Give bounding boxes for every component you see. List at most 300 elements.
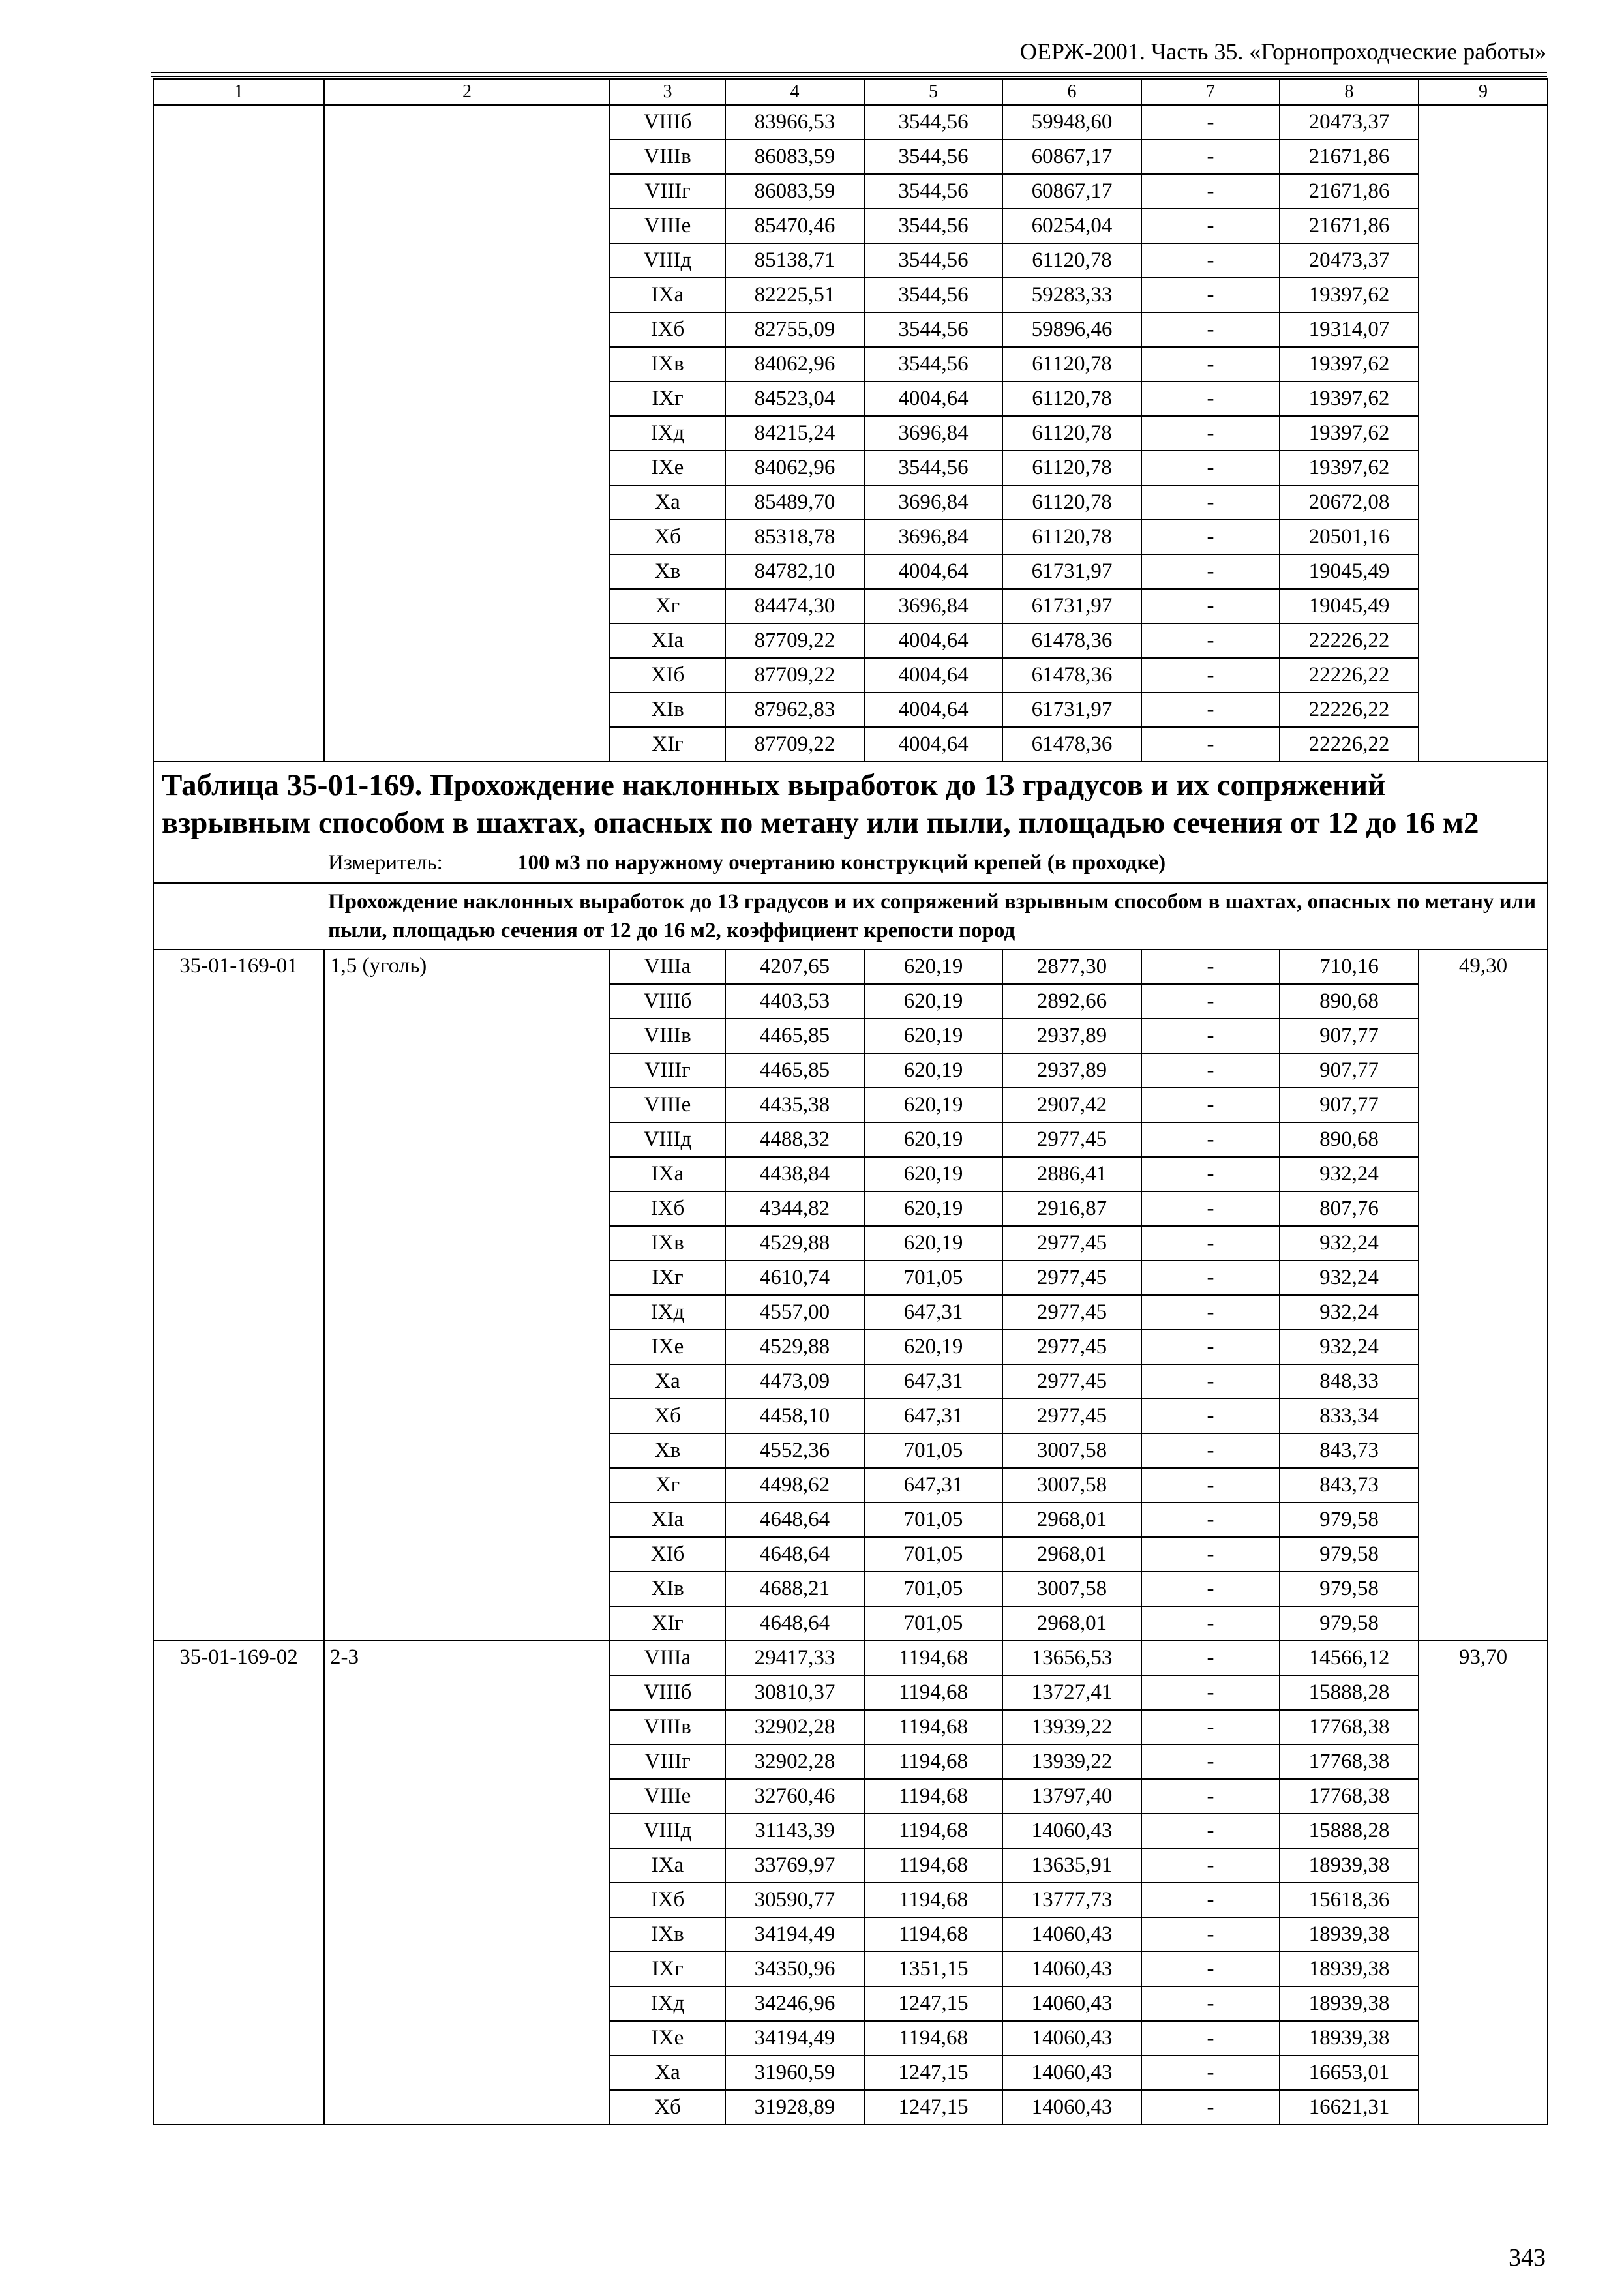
- unaccounted-materials: 848,33: [1280, 1364, 1419, 1399]
- total-cost: 4648,64: [725, 1503, 864, 1537]
- wages: 1194,68: [864, 2021, 1002, 2056]
- running-header: ОЕРЖ-2001. Часть 35. «Горнопроходческие работы»: [1019, 38, 1546, 65]
- unaccounted-materials: 843,73: [1280, 1468, 1419, 1503]
- materials: -: [1141, 174, 1280, 209]
- machine-operation: 3007,58: [1002, 1433, 1141, 1468]
- machine-operation: 60867,17: [1002, 140, 1141, 174]
- machine-operation: 13635,91: [1002, 1848, 1141, 1883]
- wages: 4004,64: [864, 382, 1002, 416]
- total-cost: 4473,09: [725, 1364, 864, 1399]
- total-cost: 4552,36: [725, 1433, 864, 1468]
- rock-category: Xа: [610, 1364, 725, 1399]
- total-cost: 4688,21: [725, 1572, 864, 1606]
- materials: -: [1141, 1883, 1280, 1917]
- machine-operation: 60867,17: [1002, 174, 1141, 209]
- total-cost: 30590,77: [725, 1883, 864, 1917]
- materials: -: [1141, 382, 1280, 416]
- total-cost: 82755,09: [725, 312, 864, 347]
- rock-category: VIIIд: [610, 1814, 725, 1848]
- wages: 1194,68: [864, 1779, 1002, 1814]
- total-cost: 4529,88: [725, 1226, 864, 1261]
- materials: -: [1141, 451, 1280, 485]
- wages: 1247,15: [864, 2090, 1002, 2125]
- table-body: [153, 79, 1548, 2125]
- rock-category: XIа: [610, 1503, 725, 1537]
- unaccounted-materials: 932,24: [1280, 1261, 1419, 1295]
- materials: -: [1141, 589, 1280, 623]
- machine-operation: 2977,45: [1002, 1399, 1141, 1433]
- machine-operation: 2977,45: [1002, 1226, 1141, 1261]
- materials: -: [1141, 1572, 1280, 1606]
- total-cost: 4465,85: [725, 1019, 864, 1053]
- wages: 620,19: [864, 984, 1002, 1019]
- table-row: [153, 1641, 1548, 1675]
- unaccounted-materials: 20672,08: [1280, 485, 1419, 520]
- section-subtitle: Прохождение наклонных выработок до 13 градусов и их сопряжений взрывным способом в шахтах, опасных по метану или пыли, площадью сечения от 12 до 16 м2, коэффициент крепости пород: [153, 883, 1548, 950]
- machine-operation: 14060,43: [1002, 1917, 1141, 1952]
- header-rule: [151, 72, 1547, 73]
- wages: 3544,56: [864, 312, 1002, 347]
- rock-category: VIIIб: [610, 1675, 725, 1710]
- total-cost: 86083,59: [725, 140, 864, 174]
- machine-operation: 61120,78: [1002, 382, 1141, 416]
- unaccounted-materials: 20473,37: [1280, 243, 1419, 278]
- materials: -: [1141, 209, 1280, 243]
- unaccounted-materials: 979,58: [1280, 1572, 1419, 1606]
- unaccounted-materials: 907,77: [1280, 1053, 1419, 1088]
- wages: 701,05: [864, 1606, 1002, 1641]
- unaccounted-materials: 17768,38: [1280, 1710, 1419, 1744]
- total-cost: 34194,49: [725, 2021, 864, 2056]
- materials: -: [1141, 1191, 1280, 1226]
- total-cost: 31928,89: [725, 2090, 864, 2125]
- wages: 3696,84: [864, 485, 1002, 520]
- machine-operation: 61478,36: [1002, 623, 1141, 658]
- wages: 3696,84: [864, 589, 1002, 623]
- unaccounted-materials: 15888,28: [1280, 1675, 1419, 1710]
- materials: -: [1141, 105, 1280, 140]
- rock-category: Xб: [610, 2090, 725, 2125]
- materials: -: [1141, 1122, 1280, 1157]
- worker-labor-cost: 93,70: [1419, 1641, 1548, 2125]
- machine-operation: 61478,36: [1002, 727, 1141, 762]
- materials: -: [1141, 1053, 1280, 1088]
- wages: 4004,64: [864, 727, 1002, 762]
- machine-operation: 61731,97: [1002, 693, 1141, 727]
- materials: -: [1141, 1330, 1280, 1364]
- total-cost: 86083,59: [725, 174, 864, 209]
- machine-operation: 61731,97: [1002, 589, 1141, 623]
- total-cost: 4648,64: [725, 1537, 864, 1572]
- rock-category: IXе: [610, 2021, 725, 2056]
- rock-category: Xб: [610, 520, 725, 554]
- unaccounted-materials: 18939,38: [1280, 1952, 1419, 1986]
- machine-operation: 2886,41: [1002, 1157, 1141, 1191]
- materials: -: [1141, 520, 1280, 554]
- total-cost: 32902,28: [725, 1744, 864, 1779]
- total-cost: 33769,97: [725, 1848, 864, 1883]
- rock-category: IXд: [610, 1986, 725, 2021]
- wages: 647,31: [864, 1295, 1002, 1330]
- worker-labor-cost: 49,30: [1419, 950, 1548, 1641]
- unaccounted-materials: 932,24: [1280, 1226, 1419, 1261]
- machine-operation: 2916,87: [1002, 1191, 1141, 1226]
- machine-operation: 13656,53: [1002, 1641, 1141, 1675]
- unaccounted-materials: 22226,22: [1280, 623, 1419, 658]
- machine-operation: 2907,42: [1002, 1088, 1141, 1122]
- unaccounted-materials: 17768,38: [1280, 1744, 1419, 1779]
- rock-category: IXг: [610, 382, 725, 416]
- materials: -: [1141, 1710, 1280, 1744]
- materials: -: [1141, 1468, 1280, 1503]
- total-cost: 34350,96: [725, 1952, 864, 1986]
- rock-category: VIIIе: [610, 1088, 725, 1122]
- materials: -: [1141, 1986, 1280, 2021]
- wages: 620,19: [864, 1157, 1002, 1191]
- materials: -: [1141, 1814, 1280, 1848]
- wages: 620,19: [864, 950, 1002, 984]
- rock-category: IXа: [610, 1848, 725, 1883]
- total-cost: 29417,33: [725, 1641, 864, 1675]
- rock-hardness: 1,5 (уголь): [324, 950, 610, 1641]
- rock-category: VIIIг: [610, 1053, 725, 1088]
- total-cost: 4435,38: [725, 1088, 864, 1122]
- wages: 1194,68: [864, 1744, 1002, 1779]
- wages: 620,19: [864, 1019, 1002, 1053]
- materials: -: [1141, 312, 1280, 347]
- materials: -: [1141, 1019, 1280, 1053]
- materials: -: [1141, 1952, 1280, 1986]
- wages: 1247,15: [864, 2056, 1002, 2090]
- wages: 1194,68: [864, 1814, 1002, 1848]
- rock-category: VIIIг: [610, 174, 725, 209]
- total-cost: 82225,51: [725, 278, 864, 312]
- wages: 3544,56: [864, 243, 1002, 278]
- rock-category: IXд: [610, 416, 725, 451]
- meter-value: 100 м3 по наружному очертанию конструкций крепей (в проходке): [517, 851, 1166, 875]
- machine-operation: 2937,89: [1002, 1053, 1141, 1088]
- unaccounted-materials: 21671,86: [1280, 209, 1419, 243]
- rock-category: VIIIе: [610, 1779, 725, 1814]
- column-number: 5: [864, 79, 1002, 105]
- wages: 4004,64: [864, 693, 1002, 727]
- column-number: 2: [324, 79, 610, 105]
- rock-category: XIб: [610, 658, 725, 693]
- unaccounted-materials: 19397,62: [1280, 382, 1419, 416]
- rock-category: VIIIа: [610, 1641, 725, 1675]
- unaccounted-materials: 15888,28: [1280, 1814, 1419, 1848]
- column-number: 7: [1141, 79, 1280, 105]
- wages: 3544,56: [864, 347, 1002, 382]
- total-cost: 84474,30: [725, 589, 864, 623]
- machine-operation: 2977,45: [1002, 1364, 1141, 1399]
- wages: 1194,68: [864, 1641, 1002, 1675]
- machine-operation: 14060,43: [1002, 2021, 1141, 2056]
- unaccounted-materials: 807,76: [1280, 1191, 1419, 1226]
- rock-category: IXв: [610, 1917, 725, 1952]
- norm-code: 35-01-169-02: [153, 1641, 324, 2125]
- unaccounted-materials: 21671,86: [1280, 174, 1419, 209]
- materials: -: [1141, 1675, 1280, 1710]
- rock-category: IXб: [610, 312, 725, 347]
- machine-operation: 14060,43: [1002, 1986, 1141, 2021]
- unaccounted-materials: 17768,38: [1280, 1779, 1419, 1814]
- wages: 1247,15: [864, 1986, 1002, 2021]
- unaccounted-materials: 19397,62: [1280, 278, 1419, 312]
- total-cost: 85318,78: [725, 520, 864, 554]
- materials: -: [1141, 1364, 1280, 1399]
- rock-category: XIг: [610, 1606, 725, 1641]
- unaccounted-materials: 890,68: [1280, 984, 1419, 1019]
- unaccounted-materials: 18939,38: [1280, 1848, 1419, 1883]
- wages: 1194,68: [864, 1710, 1002, 1744]
- materials: -: [1141, 2056, 1280, 2090]
- unaccounted-materials: 979,58: [1280, 1503, 1419, 1537]
- total-cost: 84782,10: [725, 554, 864, 589]
- unaccounted-materials: 890,68: [1280, 1122, 1419, 1157]
- unaccounted-materials: 20473,37: [1280, 105, 1419, 140]
- meter-row: [162, 850, 1541, 876]
- machine-operation: 13777,73: [1002, 1883, 1141, 1917]
- materials: -: [1141, 984, 1280, 1019]
- unaccounted-materials: 22226,22: [1280, 727, 1419, 762]
- wages: 647,31: [864, 1364, 1002, 1399]
- unaccounted-materials: 907,77: [1280, 1019, 1419, 1053]
- table-title: Таблица 35-01-169. Прохождение наклонных выработок до 13 градусов и их сопряжений взрывным способом в шахтах, опасных по метану или пыли, площадью сечения от 12 до 16 м2: [162, 768, 1479, 840]
- materials: -: [1141, 1157, 1280, 1191]
- table-title-row: [153, 762, 1548, 883]
- total-cost: 4529,88: [725, 1330, 864, 1364]
- unaccounted-materials: 19045,49: [1280, 589, 1419, 623]
- total-cost: 31143,39: [725, 1814, 864, 1848]
- rock-category: XIа: [610, 623, 725, 658]
- wages: 620,19: [864, 1053, 1002, 1088]
- total-cost: 4610,74: [725, 1261, 864, 1295]
- materials: -: [1141, 2090, 1280, 2125]
- rock-category: VIIIд: [610, 243, 725, 278]
- norm-code: 35-01-169-01: [153, 950, 324, 1641]
- column-number: 6: [1002, 79, 1141, 105]
- total-cost: 85489,70: [725, 485, 864, 520]
- column-number: 3: [610, 79, 725, 105]
- wages: 1194,68: [864, 1848, 1002, 1883]
- wages: 620,19: [864, 1191, 1002, 1226]
- machine-operation: 59948,60: [1002, 105, 1141, 140]
- table-row: [153, 105, 1548, 140]
- machine-operation: 2977,45: [1002, 1295, 1141, 1330]
- rock-category: Xа: [610, 485, 725, 520]
- unaccounted-materials: 14566,12: [1280, 1641, 1419, 1675]
- materials: -: [1141, 1261, 1280, 1295]
- total-cost: 4207,65: [725, 950, 864, 984]
- rock-category: VIIIа: [610, 950, 725, 984]
- wages: 4004,64: [864, 554, 1002, 589]
- unaccounted-materials: 15618,36: [1280, 1883, 1419, 1917]
- unaccounted-materials: 979,58: [1280, 1537, 1419, 1572]
- rock-category: VIIIд: [610, 1122, 725, 1157]
- total-cost: 84523,04: [725, 382, 864, 416]
- machine-operation: 3007,58: [1002, 1468, 1141, 1503]
- total-cost: 4344,82: [725, 1191, 864, 1226]
- total-cost: 84062,96: [725, 451, 864, 485]
- wages: 701,05: [864, 1572, 1002, 1606]
- worker-cost-cell: [1419, 105, 1548, 762]
- unaccounted-materials: 22226,22: [1280, 693, 1419, 727]
- machine-operation: 13939,22: [1002, 1710, 1141, 1744]
- rock-category: VIIIв: [610, 1019, 725, 1053]
- machine-operation: 61120,78: [1002, 520, 1141, 554]
- machine-operation: 2968,01: [1002, 1537, 1141, 1572]
- machine-operation: 61120,78: [1002, 416, 1141, 451]
- machine-operation: 2968,01: [1002, 1503, 1141, 1537]
- rock-category: Xг: [610, 1468, 725, 1503]
- materials: -: [1141, 1606, 1280, 1641]
- materials: -: [1141, 1779, 1280, 1814]
- total-cost: 4438,84: [725, 1157, 864, 1191]
- rock-hardness: 2-3: [324, 1641, 610, 2125]
- unaccounted-materials: 979,58: [1280, 1606, 1419, 1641]
- machine-operation: 14060,43: [1002, 1814, 1141, 1848]
- unaccounted-materials: 16653,01: [1280, 2056, 1419, 2090]
- total-cost: 32902,28: [725, 1710, 864, 1744]
- unaccounted-materials: 19397,62: [1280, 451, 1419, 485]
- wages: 1351,15: [864, 1952, 1002, 1986]
- wages: 3544,56: [864, 105, 1002, 140]
- unaccounted-materials: 18939,38: [1280, 2021, 1419, 2056]
- unaccounted-materials: 18939,38: [1280, 1986, 1419, 2021]
- materials: -: [1141, 1744, 1280, 1779]
- machine-operation: 14060,43: [1002, 1952, 1141, 1986]
- table-row: [153, 950, 1548, 984]
- column-number: 4: [725, 79, 864, 105]
- meter-label: Измеритель:: [328, 851, 443, 875]
- materials: -: [1141, 1917, 1280, 1952]
- rock-category: IXб: [610, 1883, 725, 1917]
- rock-category: Xб: [610, 1399, 725, 1433]
- unaccounted-materials: 932,24: [1280, 1157, 1419, 1191]
- rock-category: VIIIб: [610, 984, 725, 1019]
- machine-operation: 59896,46: [1002, 312, 1141, 347]
- materials: -: [1141, 1537, 1280, 1572]
- rock-category: IXг: [610, 1952, 725, 1986]
- rock-category: Xв: [610, 1433, 725, 1468]
- total-cost: 4498,62: [725, 1468, 864, 1503]
- wages: 620,19: [864, 1088, 1002, 1122]
- total-cost: 4648,64: [725, 1606, 864, 1641]
- materials: -: [1141, 1088, 1280, 1122]
- machine-operation: 14060,43: [1002, 2056, 1141, 2090]
- rock-category: VIIIг: [610, 1744, 725, 1779]
- wages: 3544,56: [864, 209, 1002, 243]
- materials: -: [1141, 727, 1280, 762]
- wages: 3696,84: [864, 520, 1002, 554]
- unaccounted-materials: 21671,86: [1280, 140, 1419, 174]
- rock-category: Xг: [610, 589, 725, 623]
- total-cost: 83966,53: [725, 105, 864, 140]
- materials: -: [1141, 2021, 1280, 2056]
- materials: -: [1141, 1848, 1280, 1883]
- table-title-block: [153, 762, 1548, 883]
- unaccounted-materials: 932,24: [1280, 1295, 1419, 1330]
- machine-operation: 3007,58: [1002, 1572, 1141, 1606]
- rock-category: IXе: [610, 451, 725, 485]
- total-cost: 87709,22: [725, 658, 864, 693]
- unaccounted-materials: 843,73: [1280, 1433, 1419, 1468]
- wages: 3544,56: [864, 451, 1002, 485]
- code-cell: [153, 105, 324, 762]
- wages: 1194,68: [864, 1883, 1002, 1917]
- materials: -: [1141, 243, 1280, 278]
- materials: -: [1141, 1433, 1280, 1468]
- materials: -: [1141, 1399, 1280, 1433]
- total-cost: 84215,24: [725, 416, 864, 451]
- wages: 620,19: [864, 1122, 1002, 1157]
- machine-operation: 13727,41: [1002, 1675, 1141, 1710]
- machine-operation: 61120,78: [1002, 485, 1141, 520]
- total-cost: 84062,96: [725, 347, 864, 382]
- total-cost: 4557,00: [725, 1295, 864, 1330]
- unaccounted-materials: 22226,22: [1280, 658, 1419, 693]
- wages: 647,31: [864, 1399, 1002, 1433]
- materials: -: [1141, 278, 1280, 312]
- rock-category: IXв: [610, 347, 725, 382]
- total-cost: 87709,22: [725, 727, 864, 762]
- machine-operation: 14060,43: [1002, 2090, 1141, 2125]
- materials: -: [1141, 140, 1280, 174]
- wages: 1194,68: [864, 1917, 1002, 1952]
- unaccounted-materials: 16621,31: [1280, 2090, 1419, 2125]
- materials: -: [1141, 693, 1280, 727]
- rock-category: VIIIб: [610, 105, 725, 140]
- rock-category: IXг: [610, 1261, 725, 1295]
- total-cost: 34246,96: [725, 1986, 864, 2021]
- machine-operation: 61120,78: [1002, 347, 1141, 382]
- materials: -: [1141, 1226, 1280, 1261]
- rock-category: XIв: [610, 1572, 725, 1606]
- materials: -: [1141, 416, 1280, 451]
- rock-category: VIIIе: [610, 209, 725, 243]
- total-cost: 4465,85: [725, 1053, 864, 1088]
- machine-operation: 2968,01: [1002, 1606, 1141, 1641]
- page-number: 343: [1509, 2244, 1546, 2271]
- materials: -: [1141, 1641, 1280, 1675]
- rock-category: IXв: [610, 1226, 725, 1261]
- materials: -: [1141, 658, 1280, 693]
- unaccounted-materials: 19314,07: [1280, 312, 1419, 347]
- total-cost: 34194,49: [725, 1917, 864, 1952]
- rock-category: IXд: [610, 1295, 725, 1330]
- unaccounted-materials: 833,34: [1280, 1399, 1419, 1433]
- materials: -: [1141, 950, 1280, 984]
- unaccounted-materials: 19397,62: [1280, 416, 1419, 451]
- wages: 1194,68: [864, 1675, 1002, 1710]
- unaccounted-materials: 19397,62: [1280, 347, 1419, 382]
- materials: -: [1141, 347, 1280, 382]
- total-cost: 32760,46: [725, 1779, 864, 1814]
- section-subtitle-row: [153, 883, 1548, 950]
- rock-category: Xв: [610, 554, 725, 589]
- rock-category: IXа: [610, 278, 725, 312]
- wages: 3544,56: [864, 278, 1002, 312]
- machine-operation: 2977,45: [1002, 1261, 1141, 1295]
- total-cost: 4458,10: [725, 1399, 864, 1433]
- wages: 701,05: [864, 1503, 1002, 1537]
- header-rule-double: [151, 76, 1547, 77]
- total-cost: 4403,53: [725, 984, 864, 1019]
- machine-operation: 61120,78: [1002, 451, 1141, 485]
- rock-category: VIIIв: [610, 1710, 725, 1744]
- wages: 4004,64: [864, 658, 1002, 693]
